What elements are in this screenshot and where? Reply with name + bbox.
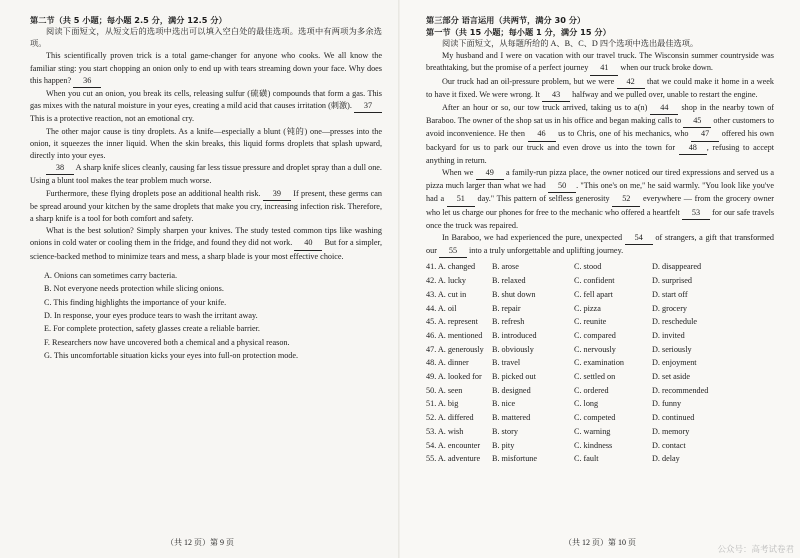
choice-option[interactable]: 41. A. changed xyxy=(426,262,476,272)
blank-40[interactable]: 40 xyxy=(294,237,322,250)
choice-row xyxy=(426,425,722,439)
paragraph-3: After an hour or so, our tow truck arrived, taking us to a(n) 44 shop in the nearby town of Baraboo. The owner of the shop sat us in his office and began making calls to 45 other customers to avoid inconvenience. He then 46 us to Chris, one of his mechanics, who 47 offered his own backyard for us to park our truck and even drove us into the town for 48 , refusing to accept anything in return. xyxy=(426,103,775,165)
choice-option[interactable]: 51. A. big xyxy=(426,399,459,409)
blank-49[interactable]: 49 xyxy=(476,167,504,180)
choice-option[interactable]: 46. A. mentioned xyxy=(426,330,483,340)
blank-43[interactable]: 43 xyxy=(542,89,570,102)
option-f: F. Researchers now have uncovered both a chemical and a physical reason. xyxy=(44,337,290,347)
blank-48[interactable]: 48 xyxy=(679,142,707,155)
choice-option[interactable]: B. misfortune xyxy=(492,454,538,464)
section-heading: 第一节（共 15 小题；每小题 1 分，满分 15 分） xyxy=(426,27,611,37)
choice-option[interactable]: D. start off xyxy=(652,289,688,299)
choice-row xyxy=(426,356,722,370)
choice-option[interactable]: C. pizza xyxy=(574,303,601,313)
choice-option[interactable]: B. repair xyxy=(492,303,521,313)
paragraph-5: In Baraboo, we had experienced the pure, unexpected 54 of strangers, a gift that transformed our 55 into a truly unforgettable and uplifting journey. xyxy=(426,232,774,258)
instruction: 阅读下面短文，从短文后的选项中选出可以填入空白处的最佳选项。选项中有两项为多余选项。 xyxy=(30,27,382,49)
choice-option[interactable]: B. introduced xyxy=(492,330,537,340)
blank-50[interactable]: 50 xyxy=(548,180,576,193)
choice-option[interactable]: B. nice xyxy=(492,399,516,409)
paragraph-2: When you cut an onion, you break its cells, releasing sulfur (硫磺) compounds that form a gas. This gas mixes with the natural moisture in your eyes, creating a mild acid that causes irritation (刺激). 37 This is a protective reaction, not an emotional cry. xyxy=(30,89,382,124)
choice-option[interactable]: B. relaxed xyxy=(492,276,526,286)
choice-option[interactable]: C. ordered xyxy=(574,385,609,395)
choice-option[interactable]: D. funny xyxy=(652,399,682,409)
choice-option[interactable]: C. nervously xyxy=(574,344,616,354)
choice-option[interactable]: B. story xyxy=(492,426,518,436)
blank-38[interactable]: 38 xyxy=(46,162,74,175)
choice-option[interactable]: 49. A. looked for xyxy=(426,372,482,382)
choice-option[interactable]: 52. A. differed xyxy=(426,413,474,423)
choice-option[interactable]: C. long xyxy=(574,399,599,409)
choice-option[interactable]: B. refresh xyxy=(492,317,525,327)
choice-option[interactable]: B. mattered xyxy=(492,413,531,423)
choice-row xyxy=(426,343,722,357)
choice-row xyxy=(426,329,722,343)
blank-51[interactable]: 51 xyxy=(447,193,475,206)
choice-option[interactable]: D. invited xyxy=(652,330,685,340)
choice-option[interactable]: C. examination xyxy=(574,358,625,368)
choice-option[interactable]: D. surprised xyxy=(652,276,693,286)
blank-41[interactable]: 41 xyxy=(590,62,618,75)
choice-option[interactable]: B. pity xyxy=(492,440,515,450)
choice-option[interactable]: 47. A. generously xyxy=(426,344,484,354)
blank-44[interactable]: 44 xyxy=(650,102,678,115)
choice-option[interactable]: 53. A. wish xyxy=(426,426,464,436)
paragraph-1: My husband and I were on vacation with our travel truck. The Wisconsin summer countryside was breathtaking, but the promise of a perfect journey 41 when our truck broke down. xyxy=(426,50,774,75)
option-b: B. Not everyone needs protection while slicing onions. xyxy=(44,284,224,294)
choice-row xyxy=(426,288,722,302)
paragraph-3: The other major cause is tiny droplets. As a knife—especially a blunt (钝的) one—presses into the onion, it squeezes the inner liquid. When the skin breaks, this liquid forms droplets that splash upward, directly into your eyes. xyxy=(30,126,382,161)
choice-option[interactable]: D. seriously xyxy=(652,344,692,354)
choice-option[interactable]: C. compared xyxy=(574,330,616,340)
blank-47[interactable]: 47 xyxy=(691,128,719,141)
option-list xyxy=(30,269,382,363)
choice-option[interactable]: D. enjoyment xyxy=(652,358,697,368)
choice-row xyxy=(426,397,722,411)
option-g: G. This uncomfortable situation kicks your eyes into full-on protection mode. xyxy=(44,351,299,361)
choice-option[interactable]: 42. A. lucky xyxy=(426,276,467,286)
choice-option[interactable]: C. confident xyxy=(574,276,615,286)
choice-option[interactable]: D. disappeared xyxy=(652,262,702,272)
choice-option[interactable]: D. reschedule xyxy=(652,317,698,327)
choice-row xyxy=(426,452,722,466)
blank-54[interactable]: 54 xyxy=(625,232,653,245)
choice-option[interactable]: B. shut down xyxy=(492,289,536,299)
watermark: 公众号：高考试卷君 xyxy=(717,545,794,555)
choice-option[interactable]: C. competed xyxy=(574,413,616,423)
choice-option[interactable]: B. designed xyxy=(492,385,531,395)
choice-option[interactable]: 43. A. cut in xyxy=(426,289,467,299)
choice-row xyxy=(426,439,722,453)
choice-option[interactable]: D. delay xyxy=(652,454,680,464)
choice-option[interactable]: B. travel xyxy=(492,358,521,368)
choice-option[interactable]: C. warning xyxy=(574,426,611,436)
option-c: C. This finding highlights the importance of your knife. xyxy=(44,297,227,307)
blank-53[interactable]: 53 xyxy=(682,207,710,220)
choice-option[interactable]: C. stood xyxy=(574,262,602,272)
choice-row xyxy=(426,411,722,425)
choice-option[interactable]: D. continued xyxy=(652,413,695,423)
paragraph-4: When we 49 a family-run pizza place, the owner noticed our tired expressions and served us a pizza much larger than what we had 50 . "This one's on me," he said warmly. "You look like you've had a 51 day." This pattern of selfless generosity 52 everywhere — from the grocery owner who let us charge our phones for free to the mechanic who offered a heartfelt 53 for our safe travels once the truck was repaired. xyxy=(426,168,775,230)
paragraph-6: What is the best solution? Simply sharpen your knives. The study tested common tips like washing onions in cold water or cooling them in the fridge, and found they did not work. 40 But for a simpler, science-backed method to minimize tears and mess, a sharp blade is your most effective choice. xyxy=(30,226,383,261)
choice-option[interactable]: D. set aside xyxy=(652,372,690,382)
choice-option[interactable]: B. arose xyxy=(492,262,519,272)
instruction: 阅读下面短文，从每题所给的 A、B、C、D 四个选项中选出最佳选项。 xyxy=(442,39,699,48)
blank-42[interactable]: 42 xyxy=(617,76,645,89)
choice-row xyxy=(426,302,722,316)
choice-row xyxy=(426,370,722,384)
paragraph-1: This scientifically proven trick is a total game-changer for anyone who cooks. We all know the familiar sting: you start chopping an onion only to end up with tears streaming down your face. Why does this happen? 36 xyxy=(30,50,382,88)
option-d: D. In response, your eyes produce tears to wash the irritant away. xyxy=(44,311,258,321)
choice-option[interactable]: 45. A. represent xyxy=(426,317,478,327)
choice-option[interactable]: C. reunite xyxy=(574,317,607,327)
choice-table xyxy=(426,260,722,466)
choice-option[interactable]: 50. A. seen xyxy=(426,385,463,395)
part-heading: 第三部分 语言运用（共两节，满分 30 分） xyxy=(426,15,586,25)
choice-row xyxy=(426,274,722,288)
paragraph-2: Our truck had an oil-pressure problem, but we were 42 that we could make it home in a week to have it fixed. We were wrong. It 43 halfway and we pulled over, unable to restart the engine. xyxy=(426,76,774,102)
paragraph-5: Furthermore, these flying droplets pose an additional health risk. 39 If present, these germs can be spread around your kitchen by the same droplets that make you cry, increasing infection risk. Therefore, a sharp knife is a tool for both comfort and safety. xyxy=(30,188,383,224)
paragraph-4: 38 A sharp knife slices cleanly, causing far less tissue pressure and droplet spray than a dull one. Using a blunt tool makes the tear problem much worse. xyxy=(30,163,382,186)
choice-option[interactable]: 44. A. oil xyxy=(426,303,457,313)
choice-option[interactable]: D. memory xyxy=(652,426,690,436)
blank-52[interactable]: 52 xyxy=(612,193,640,206)
option-e: E. For complete protection, safety glasses create a reliable barrier. xyxy=(44,324,260,334)
choice-option[interactable]: 54. A. encounter xyxy=(426,440,481,450)
choice-option[interactable]: B. picked out xyxy=(492,372,536,382)
blank-46[interactable]: 46 xyxy=(528,128,556,141)
choice-option[interactable]: C. fell apart xyxy=(574,289,613,299)
choice-option[interactable]: 48. A. dinner xyxy=(426,358,469,368)
choice-option[interactable]: D. grocery xyxy=(652,303,688,313)
right-page xyxy=(400,0,800,558)
option-a: A. Onions can sometimes carry bacteria. xyxy=(44,270,177,280)
choice-option[interactable]: B. obviously xyxy=(492,344,534,354)
choice-row xyxy=(426,384,722,398)
section-heading: 第二节（共 5 小题；每小题 2.5 分，满分 12.5 分） xyxy=(30,15,227,25)
blank-37[interactable]: 37 xyxy=(354,100,382,113)
choice-option[interactable]: C. kindness xyxy=(574,440,613,450)
choice-option[interactable]: D. recommended xyxy=(652,385,709,395)
blank-45[interactable]: 45 xyxy=(683,115,711,128)
blank-55[interactable]: 55 xyxy=(439,245,467,258)
blank-36[interactable]: 36 xyxy=(73,75,101,88)
blank-39[interactable]: 39 xyxy=(263,188,291,201)
choice-row xyxy=(426,260,722,274)
choice-row xyxy=(426,315,722,329)
page-footer: （共 12 页）第 10 页 xyxy=(564,538,636,547)
choice-option[interactable]: 55. A. adventure xyxy=(426,454,481,464)
choice-option[interactable]: D. contact xyxy=(652,440,686,450)
choice-option[interactable]: C. fault xyxy=(574,454,599,464)
page-footer: （共 12 页）第 9 页 xyxy=(166,538,234,547)
choice-option[interactable]: C. settled on xyxy=(574,372,616,382)
